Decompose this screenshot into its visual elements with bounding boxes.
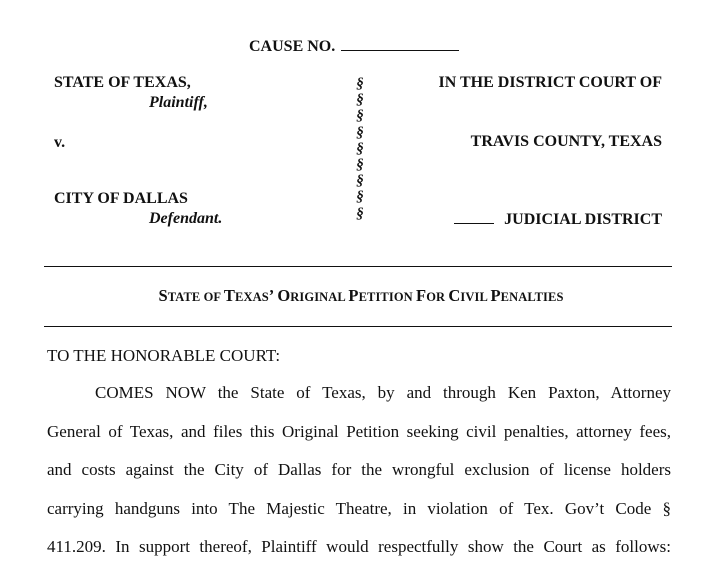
cause-number-blank — [341, 36, 459, 51]
section-symbol: § — [356, 140, 364, 157]
body-line: General of Texas, and files this Original Petition seeking civil penalties, attorney fees, — [47, 421, 671, 441]
body-line: COMES NOW the State of Texas, by and through Ken Paxton, Attorney — [95, 383, 671, 402]
title-part: ’ O — [268, 286, 291, 305]
title-part: ENALTIES — [500, 290, 564, 304]
defendant-role: Defendant. — [149, 210, 223, 227]
section-symbol-column — [352, 76, 368, 222]
section-symbol: § — [356, 92, 364, 109]
cause-number — [249, 36, 459, 56]
plaintiff-role: Plaintiff, — [149, 94, 208, 111]
section-symbol: § — [356, 205, 364, 222]
body-line: and costs against the City of Dallas for the wrongful exclusion of license holders — [47, 460, 671, 479]
salutation: TO THE HONORABLE COURT: — [47, 346, 281, 365]
title-part: RIGINAL — [290, 290, 349, 304]
cause-label: CAUSE NO. — [249, 38, 336, 55]
title-part: OR — [426, 290, 449, 304]
court-line-2: TRAVIS COUNTY, TEXAS — [470, 133, 662, 150]
title-part: S — [158, 286, 168, 305]
title-part: P — [348, 286, 359, 305]
plaintiff-name: STATE OF TEXAS, — [54, 74, 191, 91]
section-symbol: § — [356, 108, 364, 125]
title-part: EXAS — [235, 290, 269, 304]
court-line-3 — [454, 209, 662, 229]
versus: v. — [54, 134, 66, 151]
section-symbol: § — [356, 76, 364, 92]
defendant-name: CITY OF DALLAS — [54, 190, 188, 207]
title-rule-top — [44, 266, 672, 267]
court-line-3-text: JUDICIAL DISTRICT — [504, 211, 662, 228]
petition-title — [0, 286, 722, 306]
title-part: C — [448, 286, 461, 305]
body-line: carrying handguns into The Majestic Theatre, in violation of Tex. Gov’t Code § — [47, 498, 671, 518]
title-part: F — [416, 286, 427, 305]
title-part: T — [223, 286, 236, 305]
court-line-1: IN THE DISTRICT COURT OF — [438, 74, 662, 91]
body-paragraph — [47, 374, 671, 567]
title-rule-bottom — [44, 326, 672, 327]
section-symbol: § — [356, 157, 364, 174]
title-part: IVIL — [460, 290, 491, 304]
title-part: TATE OF — [167, 290, 224, 304]
body-line: 411.209. In support thereof, Plaintiff would respectfully show the Court as follows: — [47, 537, 671, 556]
title-part: ETITION — [358, 290, 417, 304]
section-symbol: § — [356, 173, 364, 190]
district-number-blank — [454, 209, 494, 224]
section-symbol: § — [356, 189, 364, 206]
title-part: P — [490, 286, 501, 305]
section-symbol: § — [356, 124, 364, 141]
